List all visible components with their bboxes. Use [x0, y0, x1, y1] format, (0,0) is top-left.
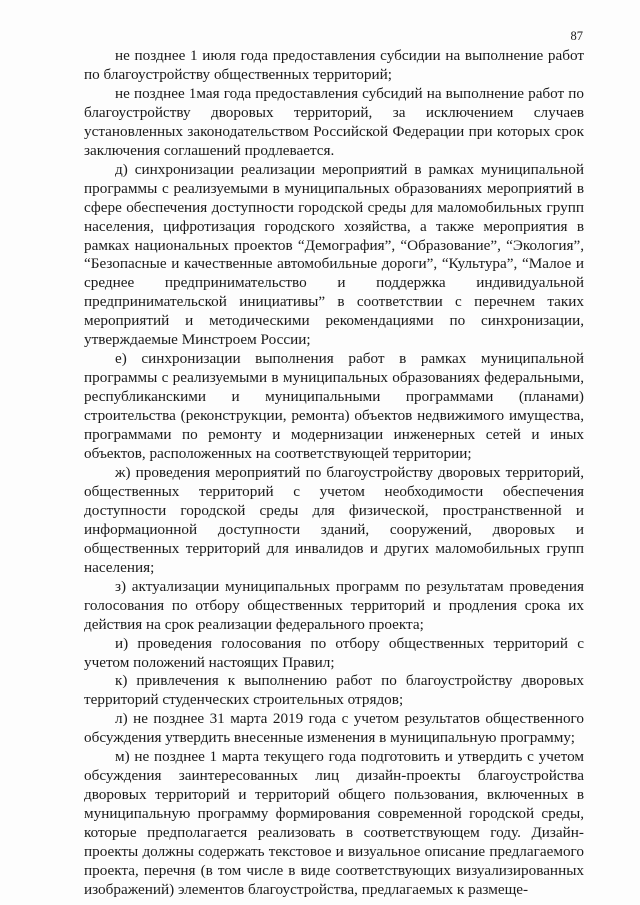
- paragraph-deadline-public: не позднее 1 июля года предоставления субсидии на выполнение работ по благоустройству общественных территорий;: [84, 47, 584, 83]
- paragraph-l-approval: л) не позднее 31 марта 2019 года с учетом результатов общественного обсуждения утвердить внесенные изменения в муниципальную программу;: [84, 710, 584, 747]
- body-text: [84, 47, 584, 900]
- paragraph-e-sync-works: е) синхронизации выполнения работ в рамках муниципальной программы с реализуемыми в муниципальных образованиях федеральными, республиканскими и муниципальными программами (планами) строительства (реконструкции, ремонта) объектов недвижимого имущества, программами по ремонту и модернизации инженерных сетей и иных объектов, расположенных на соответствующей территории;: [84, 350, 584, 463]
- paragraph-zh-accessibility: ж) проведения мероприятий по благоустройству дворовых территорий, общественных территорий с учетом необходимости обеспечения доступности городской среды для физической, пространственной и информационной доступности зданий, сооружений, дворовых и общественных территорий для инвалидов и других маломобильных групп населения;: [84, 463, 584, 576]
- paragraph-deadline-yards: не позднее 1мая года предоставления субсидий на выполнение работ по благоустройству дворовых территорий, за исключением случаев установленных законодательством Российской Федерации при которых срок заключения соглашений продлевается.: [84, 84, 584, 159]
- paragraph-k-student-teams: к) привлечения к выполнению работ по благоустройству дворовых территорий студенческих строительных отрядов;: [84, 672, 584, 709]
- paragraph-i-voting: и) проведения голосования по отбору общественных территорий с учетом положений настоящих Правил;: [84, 634, 584, 671]
- paragraph-m-design-projects: м) не позднее 1 марта текущего года подготовить и утвердить с учетом обсуждения заинтересованных лиц дизайн-проекты благоустройства дворовых территорий и территорий общего пользования, включенных в муниципальную программу формирования современной городской среды, которые предполагается реализовать в соответствующем году. Дизайн-проекты должны содержать текстовое и визуальное описание предлагаемого проекта, перечня (в том числе в виде соответствующих визуализированных изображений) элементов благоустройства, предлагаемых к размеще-: [84, 748, 584, 898]
- paragraph-d-sync-events: д) синхронизации реализации мероприятий в рамках муниципальной программы с реализуемыми в муниципальных образованиях мероприятий в сфере обеспечения доступности городской среды для маломобильных групп населения, цифротизация городского хозяйства, а также мероприятия в рамках национальных проектов “Демография”, “Образование”, “Экология”, “Безопасные и качественные автомобильные дороги”, “Культура”, “Малое и среднее предпринимательство и поддержка индивидуальной предпринимательской инициативы” в соответствии с перечнем таких мероприятий и методическими рекомендациями по синхронизации, утверждаемые Минстроем России;: [84, 160, 584, 349]
- page-number: 87: [570, 29, 583, 43]
- paragraph-z-actualization: з) актуализации муниципальных программ по результатам проведения голосования по отбору общественных территорий и продления срока их действия на срок реализации федерального проекта;: [84, 577, 584, 633]
